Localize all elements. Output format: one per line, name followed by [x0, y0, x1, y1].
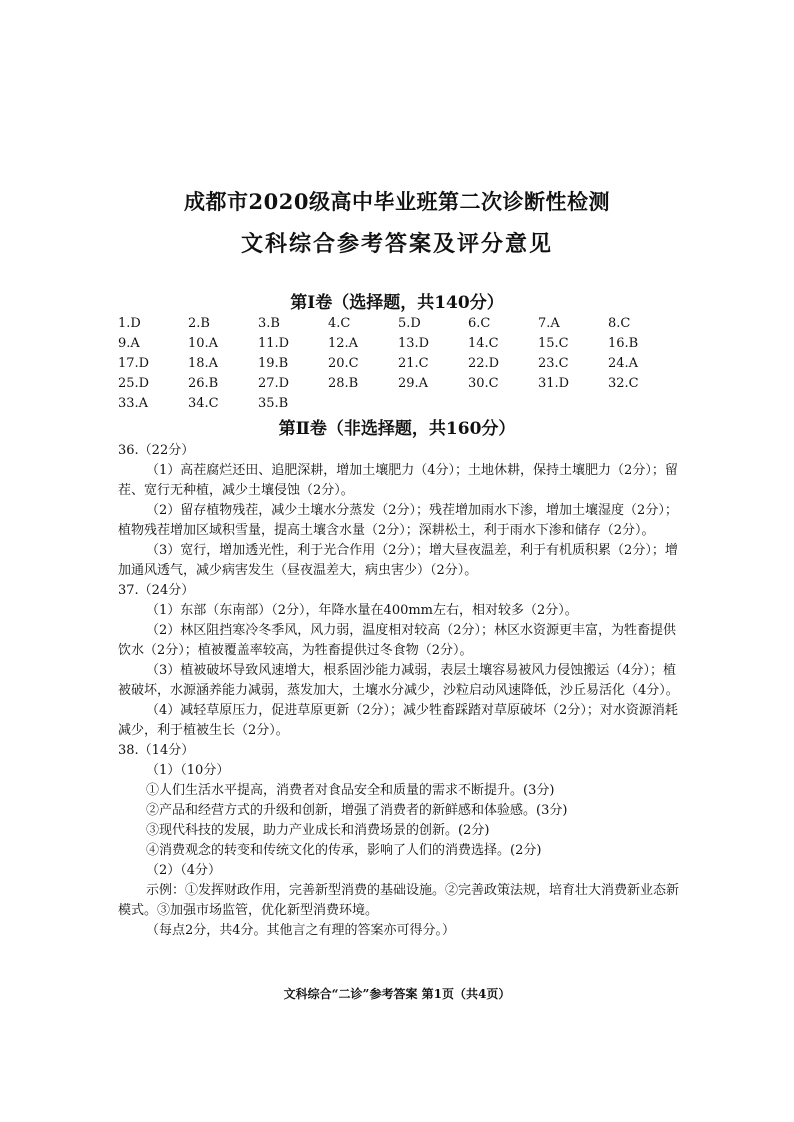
- answer-item: 2.B: [188, 316, 210, 331]
- answer-item: 7.A: [538, 316, 560, 331]
- answer-item: 21.C: [398, 356, 429, 371]
- answer-item: 6.C: [468, 316, 491, 331]
- answer-item: 15.C: [538, 336, 569, 351]
- answer-item: 32.C: [608, 376, 639, 391]
- essay-answers: [118, 441, 680, 941]
- question-heading: 36.（22分）: [118, 443, 195, 458]
- answer-item: 9.A: [118, 336, 140, 351]
- answer-item: 8.C: [608, 316, 631, 331]
- answer-paragraph: （1）东部（东南部）（2分），年降水量在400mm左右，相对较多（2分）。: [146, 603, 578, 618]
- answer-item: 3.B: [258, 316, 280, 331]
- answer-item: 18.A: [188, 356, 219, 371]
- question-heading: 38.（14分）: [118, 743, 195, 758]
- answer-item: 26.B: [188, 376, 219, 391]
- answer-item: 27.D: [258, 376, 290, 391]
- answer-paragraph: （3）宽行，增加透光性，利于光合作用（2分）；增大昼夜温差，利于有机质积累（2分）；增加通风透气，减少病害发生（昼夜温差大，病虫害少）（2分）。: [118, 543, 678, 578]
- answer-item: 10.A: [188, 336, 219, 351]
- answer-paragraph: （2）林区阻挡寒冷冬季风，风力弱，温度相对较高（2分）；林区水资源更丰富，为牲畜提供饮水（2分）；植被覆盖率较高，为牲畜提供过冬食物（2分）。: [118, 623, 677, 658]
- answer-paragraph: （2）（4分）: [146, 863, 222, 878]
- answer-item: 5.D: [398, 316, 421, 331]
- answer-paragraph: ②产品和经营方式的升级和创新，增强了消费者的新鲜感和体验感。(3分): [146, 803, 568, 818]
- answer-paragraph: （每点2分，共4分。其他言之有理的答案亦可得分。）: [146, 923, 456, 938]
- answer-item: 22.D: [468, 356, 500, 371]
- answer-item: 16.B: [608, 336, 639, 351]
- answer-item: 31.D: [538, 376, 570, 391]
- answer-item: 25.D: [118, 376, 150, 391]
- answer-paragraph: ①人们生活水平提高，消费者对食品安全和质量的需求不断提升。(3分): [146, 783, 555, 798]
- answer-item: 1.D: [118, 316, 141, 331]
- answer-paragraph: 示例：①发挥财政作用，完善新型消费的基础设施。②完善政策法规，培育壮大消费新业态新模式。③加强市场监管，优化新型消费环境。: [118, 883, 680, 918]
- answer-item: 23.C: [538, 356, 569, 371]
- answer-item: 11.D: [258, 336, 290, 351]
- answer-paragraph: ③现代科技的发展，助力产业成长和消费场景的创新。(2分): [146, 823, 490, 838]
- answer-item: 17.D: [118, 356, 150, 371]
- answer-item: 14.C: [468, 336, 499, 351]
- answer-item: 28.B: [328, 376, 359, 391]
- answer-item: 20.C: [328, 356, 359, 371]
- answer-paragraph: （3）植被破坏导致风速增大，根系固沙能力减弱，表层土壤容易被风力侵蚀搬运（4分）；植被破坏，水源涵养能力减弱，蒸发加大，土壤水分减少，沙粒启动风速降低，沙丘易活化（4分）。: [118, 663, 679, 698]
- answer-item: 4.C: [328, 316, 351, 331]
- answer-item: 29.A: [398, 376, 429, 391]
- exam-title: 成都市2020级高中毕业班第二次诊断性检测: [184, 189, 610, 214]
- question-heading: 37.（24分）: [118, 583, 195, 598]
- document-title: 文科综合参考答案及评分意见: [240, 231, 553, 257]
- answer-item: 13.D: [398, 336, 430, 351]
- answer-item: 19.B: [258, 356, 289, 371]
- answer-item: 24.A: [608, 356, 639, 371]
- answer-paragraph: （1）高茬腐烂还田、追肥深耕，增加土壤肥力（4分）；土地休耕，保持土壤肥力（2分）；留茬、宽行无种植，减少土壤侵蚀（2分）。: [118, 463, 678, 498]
- answer-item: 30.C: [468, 376, 499, 391]
- answer-item: 12.A: [328, 336, 359, 351]
- section-2-heading: 第Ⅱ卷（非选择题，共160分）: [278, 419, 516, 439]
- answer-item: 33.A: [118, 396, 149, 411]
- multiple-choice-answers: [118, 316, 698, 416]
- section-1-heading: 第Ⅰ卷（选择题，共140分）: [290, 293, 504, 313]
- answer-item: 35.B: [258, 396, 289, 411]
- page-footer: 文科综合“二诊”参考答案 第1页（共4页）: [283, 987, 511, 1001]
- answer-paragraph: （1）（10分）: [146, 763, 230, 778]
- answer-paragraph: （2）留存植物残茬，减少土壤水分蒸发（2分）；残茬增加雨水下渗，增加土壤湿度（2分）；植物残茬增加区域积雪量，提高土壤含水量（2分）；深耕松土，利于雨水下渗和储存（2分）。: [118, 503, 678, 538]
- answer-paragraph: ④消费观念的转变和传统文化的传承，影响了人们的消费选择。(2分): [146, 843, 542, 858]
- answer-paragraph: （4）减轻草原压力，促进草原更新（2分）；减少牲畜踩踏对草原破坏（2分）；对水资源消耗减少，利于植被生长（2分）。: [118, 703, 678, 738]
- answer-item: 34.C: [188, 396, 219, 411]
